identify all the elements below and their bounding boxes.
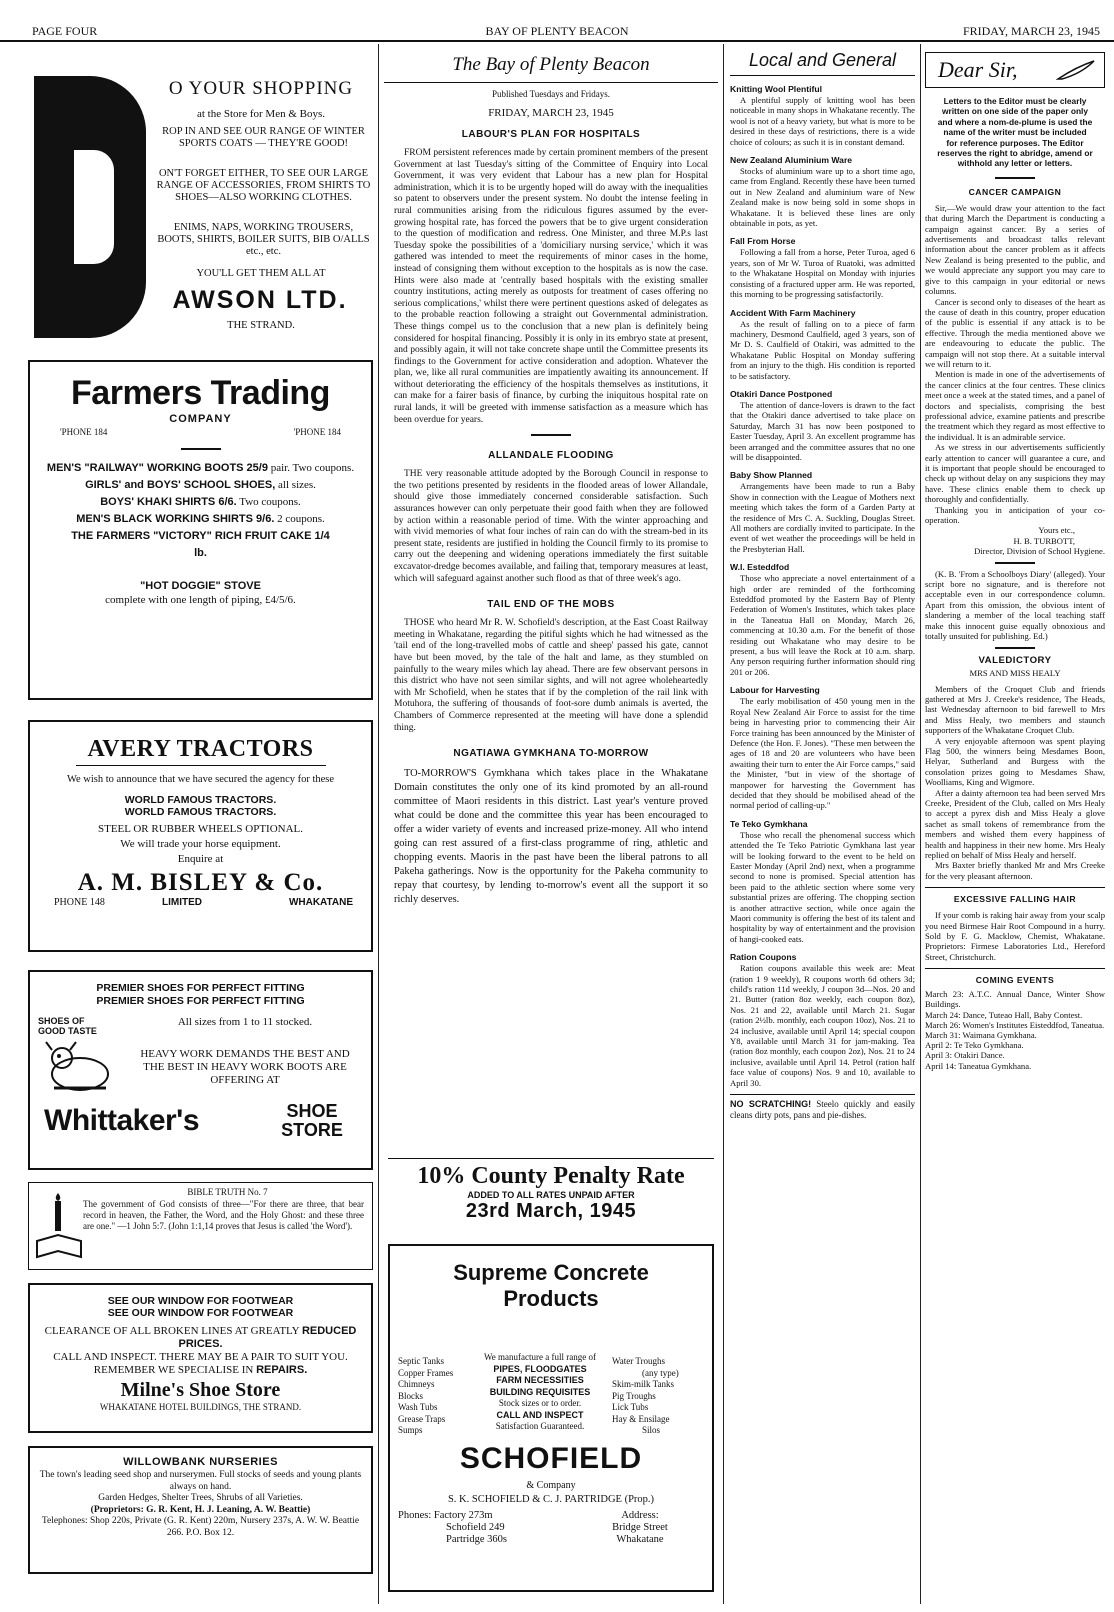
bible-title: BIBLE TRUTH No. 7 xyxy=(187,1187,268,1197)
concrete-right-item: Hay & Ensilage xyxy=(612,1413,670,1424)
concrete-left-item: Wash Tubs xyxy=(398,1402,438,1412)
whittaker-sizes: All sizes from 1 to 11 stocked. xyxy=(177,1016,313,1028)
farmers-line: THE FARMERS "VICTORY" RICH FRUIT CAKE 1/4 lb. xyxy=(71,530,330,559)
concrete-left-item: Chimneys xyxy=(398,1379,435,1389)
dear-sir-box xyxy=(925,52,1105,88)
event-item: March 23: A.T.C. Annual Dance, Winter Show Buildings. xyxy=(925,989,1105,1010)
penalty-sub: ADDED TO ALL RATES UNPAID AFTER xyxy=(467,1190,635,1200)
schofield-phone: Partridge 360s xyxy=(446,1534,507,1545)
valedictory-paragraph: Mrs Baxter briefly thanked Mr and Mrs Creeke for the very pleasant afternoon. xyxy=(925,860,1105,881)
event-item: March 31: Waimana Gymkhana. xyxy=(925,1030,1037,1041)
quill-icon xyxy=(1056,59,1096,81)
avery-line: Enquire at xyxy=(177,853,224,865)
milne-line: REMEMBER WE SPECIALISE IN REPAIRS. xyxy=(93,1364,308,1376)
schofield-phone: Schofield 249 xyxy=(446,1522,505,1533)
bible-truth-notice xyxy=(28,1182,373,1270)
dawson-name: AWSON LTD. xyxy=(172,286,348,314)
local-item: W.I. Esteddfod Those who appreciate a novel entertainment of a high order are reminded of the forthcoming Esteddfod promoted by the Eastern Bay of Plenty Federation of Women's Institutes, which takes place in the Taneatua Hall on Monday, March 26, commencing at 10.30 a.m. For the benefit of those residing out Whakatane who may desire to be present, a bus will leave the Rock at 10 a.m. sharp. Any person requiring further information should ring 201 or 206. xyxy=(730,562,915,677)
schofield-address: Address: xyxy=(621,1510,659,1521)
letters-column xyxy=(925,44,1105,1594)
local-item: Knitting Wool Plentiful A plentiful supply of knitting wool has been noticeable in many shops in Whakatane recently. The wool is not of a heavy variety, but what is more to be desired in these days of restrictions, there is a wide choice of colours; as such it is in constant demand. xyxy=(730,84,915,147)
milne-line: SEE OUR WINDOW FOR FOOTWEAR xyxy=(107,1295,294,1307)
local-item: Te Teko Gymkhana Those who recall the phenomenal success which attended the Te Teko Patriotic Gymkhana last year will be looking forward to the event to be held on Easter Monday (April 2nd) next, when a programme second to none is promised. Special attention has been paid to the athletic section where some very substantial prizes are offering. The chopping section is another attractive section, while once again the Maori community is offering the best of its talent and hospitality by way of entertainment and the provision of hangi-cooked eats. xyxy=(730,818,915,944)
letters-notice: Letters to the Editor must be clearly written on one side of the paper only and where a nom-de-plume is used the name of the writer must be included for reference purposes. The Editor reserves the right to abridge, amend or withhold any letter or letters. xyxy=(937,96,1093,169)
willowbank-advert xyxy=(28,1446,373,1574)
concrete-mid-item: Stock sizes or to order. xyxy=(498,1398,582,1408)
whittaker-shoe-advert xyxy=(28,970,373,1170)
editor-note: (K. B. 'From a Schoolboys Diary' (alleged). Your script bore no signature, and is therefore not acceptable even in our correspondence column. Apart from this omission, the obvious intent of slandering a member of the local teaching staff make this innocent guise equally obnoxious and totally unsuited for publishing. Ed.) xyxy=(925,568,1105,642)
whittaker-name: Whittaker's xyxy=(44,1104,200,1137)
heading-coming-events: COMING EVENTS xyxy=(975,975,1055,986)
stove-title: "HOT DOGGIE" STOVE xyxy=(140,580,261,592)
whittaker-line: PREMIER SHOES FOR PERFECT FITTING xyxy=(96,995,305,1007)
farmers-title: Farmers Trading xyxy=(71,374,330,412)
dawson-line3: ROP IN AND SEE OUR RANGE OF WINTER SPORTS COATS — THEY'RE GOOD! xyxy=(162,126,365,149)
newspaper-name: BAY OF PLENTY BEACON xyxy=(485,24,629,38)
bisley-limited: LIMITED xyxy=(162,897,202,908)
cancer-paragraph: Sir,—We would draw your attention to the fact that during March the Department is conducting a campaign against cancer. By a series of advertisements and broadcast talks relevant information about the cancer problem as it affects New Zealand is being presented to the public, and we would appreciate any support you may care to give to this campaign in your editorial or news columns. xyxy=(925,202,1105,297)
concrete-mid-item: We manufacture a full range of xyxy=(484,1352,596,1362)
cancer-paragraph: Thanking you in anticipation of your co-operation. xyxy=(925,504,1105,526)
dawson-address: THE STRAND. xyxy=(227,320,295,331)
editorial-date: FRIDAY, MARCH 23, 1945 xyxy=(488,107,614,119)
event-item: March 24: Dance, Tuteao Hall, Baby Contest. xyxy=(925,1009,1083,1020)
local-item: Fall From Horse Following a fall from a horse, Peter Turoa, aged 6 years, son of Mr W. Turoa of Ruatoki, was admitted to the Whakatane Hospital on Monday with injuries consisting of a fractured upper arm. He was reported, this morning to be progressing satisfactorily. xyxy=(730,236,915,300)
event-item: April 14: Taneatua Gymkhana. xyxy=(925,1060,1032,1071)
local-item: Labour for Harvesting The early mobilisation of 450 young men in the Royal New Zealand Air Force to assist for the time being in harvesting prior to commencing their Air Force training has been announced by the Minister of Defence (the Hon. F. Jones). "These men between the ages of 18 and 20 are volunteers who have been awaiting their turn to enter the Air Force camps," said the Minister, "but in view of the shortage of manpower for harvesting the Government has decided that they should be mobilised ahead of the normal period of calling-up." xyxy=(730,685,915,811)
schofield-name: SCHOFIELD xyxy=(459,1442,643,1475)
valedictory-paragraph: Members of the Croquet Club and friends gathered at Mrs J. Creeke's residence, The Heads, last Wednesday afternoon to bid farewell to Mrs and Miss Healy, two members and staunch supporters of the Whakatane Croquet Club. xyxy=(925,683,1105,736)
avery-line: WORLD FAMOUS TRACTORS. xyxy=(124,794,277,806)
avery-line: We will trade your horse equipment. xyxy=(120,838,281,850)
concrete-mid-item: FARM NECESSITIES xyxy=(496,1375,584,1385)
farmers-trading-advert xyxy=(28,360,373,700)
dawson-line5: ENIMS, NAPS, WORKING TROUSERS, BOOTS, SHIRTS, BOILER SUITS, BIB O/ALLS etc., etc. xyxy=(157,222,370,257)
steelo-advert: NO SCRATCHING! Steelo quickly and easily cleans dirty pots, pans and pie-dishes. xyxy=(730,1099,915,1121)
milne-line: CALL AND INSPECT. THERE MAY BE A PAIR TO SUIT YOU. xyxy=(53,1351,348,1363)
concrete-mid-item: PIPES, FLOODGATES xyxy=(493,1363,587,1374)
editorial-column xyxy=(384,44,718,1144)
issue-date: FRIDAY, MARCH 23, 1945 xyxy=(962,24,1100,38)
local-general-column xyxy=(730,44,915,1594)
local-item: New Zealand Aluminium Ware Stocks of aluminium ware up to a short time ago, came from England. Recently these have been turned out in New Zealand and aluminium ware of New Zealand make is now being sold in some shops in Whakatane. It is believed these lines are only obtainable in pots, as yet. xyxy=(730,155,915,229)
local-item: Baby Show Planned Arrangements have been made to run a Baby Show in connection with the League of Mothers next meeting which takes the form of a Garden Party at the residence of Mrs C. A. Suckling, Douglas Street. All mothers are cordially invited to participate. In the event of wet weather the proceedings will be held in the Presbyterian Hall. xyxy=(730,470,915,554)
shoes-of-good-taste: SHOES OF GOOD TASTE xyxy=(38,1016,97,1036)
cancer-paragraph: As we stress in our advertisements sufficiently early attention to cancer will guarantee a cure, and it is important that people should be encouraged to check up without delay on any suspicions they may have. These clinics enable them to check up thoroughly and confidentially. xyxy=(925,442,1105,505)
concrete-right-item: (any type) xyxy=(642,1367,679,1378)
dawson-line1: O YOUR SHOPPING xyxy=(168,78,354,99)
stove-text: complete with one length of piping, £4/5/6. xyxy=(105,594,296,606)
bisley-name: A. M. BISLEY & Co. xyxy=(77,869,324,896)
event-item: April 2: Te Teko Gymkhana. xyxy=(925,1040,1024,1051)
milne-line: CLEARANCE OF ALL BROKEN LINES AT GREATLY REDUCED PRICES. xyxy=(44,1325,357,1350)
schofield-address: Bridge Street xyxy=(612,1522,668,1533)
subheading-healy: MRS AND MISS HEALY xyxy=(969,667,1061,678)
article-allandale: THE very reasonable attitude adopted by the Borough Council in response to the two petitions presented by residents in the flooded areas of lower Allandale, should give those immediately concerned considerable satisfaction. Such assurances however can only perpetuate their good faith when they are followed by action within a reasonable period of time. With the winter approaching and with vivid memories of what four inches of rain can do with the stream-bed in its present state, residents are justified in holding the Council firmly to its promise to carry out the deepening and widening operations immediately the first suitable excavator-dredge becomes available, and failing that, temporary measures at least, which will safeguard against another such flood as that of three week's ago. xyxy=(394,469,708,584)
whittaker-shoe-word: SHOE xyxy=(286,1101,338,1121)
local-item: Otakiri Dance Postponed The attention of dance-lovers is drawn to the fact that the Otakiri dance advertised to take place on Saturday, March 31 has now been postponed to Easter Tuesday, April 3. An excellent programme has been arranged and the committee assures that no one will be disappointed. xyxy=(730,388,915,462)
concrete-mid-item: Satisfaction Guaranteed. xyxy=(495,1421,585,1431)
hair-advert: If your comb is raking hair away from your scalp you need Birmese Hair Root Compound in a hurry. Sold by F. G. Macklow, Chemist, Whakatane. Proprietors: Firmese Laboratories Ltd., Hereford Street, Christchurch. xyxy=(925,910,1105,962)
avery-line: STEEL OR RUBBER WHEELS OPTIONAL. xyxy=(97,823,304,835)
milne-address: WHAKATANE HOTEL BUILDINGS, THE STRAND. xyxy=(99,1402,302,1412)
divider xyxy=(531,434,571,436)
schofield-phone: Phones: Factory 273m xyxy=(398,1510,493,1521)
farmers-phone-right: 'PHONE 184 xyxy=(293,427,341,437)
cancer-paragraph: Cancer is second only to diseases of the heart as the cause of death in this country, proper education of the public is essential if any attack is to be effective. Through the media mentioned above we are endeavouring to educate the public. The campaign will not stop there. At a suitable interval we will return to it. xyxy=(925,296,1105,369)
willowbank-title: WILLOWBANK NURSERIES xyxy=(123,1456,278,1468)
divider xyxy=(181,448,221,450)
concrete-mid-item: BUILDING REQUISITES xyxy=(489,1386,591,1397)
local-item: Accident With Farm Machinery As the result of falling on to a piece of farm machinery, Desmond Caulfield, aged 3 years, son of Mr D. S. Caulfield of Otakiri, was admitted to the Whakatane Public Hospital on Monday suffering from an injury to the thigh. His condition is reported to be satisfactory. xyxy=(730,307,915,381)
page-header xyxy=(0,0,1114,42)
farmers-line: MEN'S "RAILWAY" WORKING BOOTS 25/9 pair. Two coupons. xyxy=(46,462,355,474)
article-hospitals: FROM persistent references made by certain prominent members of the present Government at last Tuesday's sitting of the Committee of Enquiry into Local Government, it was very evident that Labour has a new plan for Hospital administration, which it is to be urgently hoped will do away with the inequalities so patent to observers under the present system. No doubt the intense feeling in rural communities arising from the ridiculous figures assumed by the ever-growing hospital rate, has forced the powers that be to give urgent consideration to the question of modification and redress. One Minister, and three M.P.s last Tuesday spoke the possibilities of a 'domiciliary nursing service,' which it was gathered was intended to meet the requirements of minor cases in the home, instead of consigning them without exception to the hospitals as is now the case. Hints were also made at 'centrally based hospitals with the existing smaller country institutions, acting merely as outposts for treatment of cases offering no serious complications,' whilst there were pertinent questions asked of delegates as to the probable reaction following a straight out Governmental administration. These things compel us to the conclusion that a new plan is definitely being considered for hospital financing. Possibly it is only in its embryo state at present, and possibly again, it will not take concrete shape until the Committee presents its findings to the Government for active consideration and adoption. Whatever the plan, we, like all rural communities are impatiently awaiting its announcement. If without deteriorating the efficiency of the hospitals themselves as institutions, it can make for a fairer basis of finance, by curbing the iniquitous hospital rate on rural lands, it will be greeted with immense satisfaction as a measure which has been overdue for years. xyxy=(394,148,708,425)
page-number: PAGE FOUR xyxy=(32,24,98,38)
valedictory-paragraph: After a dainty afternoon tea had been served Mrs Creeke, President of the Club, called on Mrs Healy to accept a pyrex dish and Miss Healy a glove sachet as small tokens of remembrance from the members and wished them every happiness of health and happiness in their new home. Mrs Healy replied on behalf of Miss Healy and herself. xyxy=(925,787,1105,860)
dawson-advert xyxy=(28,72,373,342)
bible-candle-icon xyxy=(35,1191,83,1263)
whittaker-heavy: HEAVY WORK DEMANDS THE BEST AND THE BEST IN HEAVY WORK BOOTS ARE OFFERING AT xyxy=(140,1048,350,1086)
dropcap-d xyxy=(34,76,146,338)
concrete-left-item: Copper Frames xyxy=(398,1367,454,1378)
heading-allandale: ALLANDALE FLOODING xyxy=(488,450,614,462)
farmers-line: BOYS' KHAKI SHIRTS 6/6. Two coupons. xyxy=(100,496,301,508)
milne-shoe-advert xyxy=(28,1283,373,1433)
masthead: The Bay of Plenty Beacon xyxy=(452,54,650,75)
concrete-right-item: Pig Troughs xyxy=(612,1390,656,1401)
letters-title: Dear Sir, xyxy=(938,57,1018,82)
heading-hair: EXCESSIVE FALLING HAIR xyxy=(953,894,1077,905)
concrete-left-item: Blocks xyxy=(398,1390,424,1401)
heading-mobs: TAIL END OF THE MOBS xyxy=(487,599,615,611)
heading-hospitals: LABOUR'S PLAN FOR HOSPITALS xyxy=(461,129,641,140)
letter-signoff: Yours etc., xyxy=(1038,525,1075,536)
divider xyxy=(995,647,1035,649)
heading-cancer: CANCER CAMPAIGN xyxy=(968,186,1062,197)
article-mobs: THOSE who heard Mr R. W. Schofield's description, at the East Coast Railway meeting in Whakatane, regarding the pitiful sights which he had witnessed as the 'tail end of the long-travelled mobs of cattle and sheep' passed his gate, cannot have but been moved, by the tale of the halt and lame, as they stumbled on painfully to the weary miles which lay ahead. There are few observant persons in this district who have not seen similar sights, and will not agree wholeheartedly with Mr Schofield, when he states that if by the completion of the rail link with Motuhora, the suffering of thousands of foot-sore dumb animals is averted, the Chambers of Commerce represented at the meeting will have done a splendid thing. xyxy=(394,618,708,733)
willowbank-line: (Proprietors: G. R. Kent, H. J. Leaning, A. W. Beattie) xyxy=(90,1504,311,1515)
whittaker-store-word: STORE xyxy=(281,1120,343,1140)
valedictory-paragraph: A very enjoyable afternoon was spent playing Flag 500, the winners being Mesdames Boon, Helyar, Sutherland and Burgess with the consolation prizes going to Mesdames Shaw, Woolliams, King and Wigmore. xyxy=(925,735,1105,788)
local-item: Ration Coupons Ration coupons available this week are: Meat (ration 1 9 weekly), R coupons worth 6d others 3d; child's ration 11d weekly, J coupon 3d—Nos. 20 and 21. Butter (ration 8oz weekly, each coupon 8oz), Nos. 21 and 22, available until March 21. Sugar (ration 2½lb. monthly, each coupon 10oz), Nos. 21 to 24 inclusive, available until April 14; special coupon Y8, available until March 31 for jam-making. Tea (ration 8oz monthly, each coupon 2oz), Nos. 21 to 24 inclusive, available until April 14. Petrol (ration half face value of coupons) Nos. 9 and 10, available to April 30. xyxy=(730,952,915,1088)
penalty-date: 23rd March, 1945 xyxy=(465,1200,637,1222)
column-rule xyxy=(920,44,921,1604)
event-item: March 26: Women's Institutes Eisteddfod, Taneatua. xyxy=(925,1019,1105,1030)
divider xyxy=(995,562,1035,564)
farmers-company: COMPANY xyxy=(169,413,232,425)
schofield-props: S. K. SCHOFIELD & C. J. PARTRIDGE (Prop.) xyxy=(447,1494,655,1505)
dog-shoe-icon xyxy=(40,1036,120,1096)
concrete-left-item: Sumps xyxy=(398,1425,423,1435)
whittaker-line: PREMIER SHOES FOR PERFECT FITTING xyxy=(96,982,305,994)
penalty-title: 10% County Penalty Rate xyxy=(417,1163,685,1189)
dawson-line2: at the Store for Men & Boys. xyxy=(196,108,325,120)
milne-name: Milne's Shoe Store xyxy=(120,1379,281,1401)
bisley-town: WHAKATANE xyxy=(288,897,353,908)
schofield-co: & Company xyxy=(526,1480,576,1491)
column-rule xyxy=(723,44,724,1604)
concrete-right-item: Skim-milk Tanks xyxy=(612,1379,674,1389)
penalty-rate-advert xyxy=(388,1158,714,1238)
dawson-line4: ON'T FORGET EITHER, TO SEE OUR LARGE RANGE OF ACCESSORIES, FROM SHIRTS TO SHOES—ALSO WORKING CLOTHES. xyxy=(156,168,371,203)
concrete-left-item: Grease Traps xyxy=(398,1413,446,1424)
letter-title: Director, Division of School Hygiene. xyxy=(974,546,1105,557)
avery-line: WORLD FAMOUS TRACTORS. xyxy=(124,806,277,818)
heading-valedictory: VALEDICTORY xyxy=(978,654,1052,666)
article-gymkhana: TO-MORROW'S Gymkhana which takes place in the Whakatane Domain constitutes the only one of its kind promoted by an all-round committee of Maori residents in this district. Last year's venture proved what could be done and the committee this year has been encouraged to offer a wider variety of events and increased prize-money. All who intend going can rest assured of a first-class programme of ring, athletic and chopping events. Maoris in the past have been the liberal patrons to all Pakeha gatherings. Now is the opportunity for the Pakeha community to repay that courtesy, by lending to-morrow's event all the support it so richly deserves. xyxy=(394,768,708,906)
farmers-phone-left: 'PHONE 184 xyxy=(60,427,108,437)
dawson-line6: YOU'LL GET THEM ALL AT xyxy=(196,268,326,279)
schofield-address: Whakatane xyxy=(616,1534,664,1545)
published-days: Published Tuesdays and Fridays. xyxy=(491,89,610,99)
willowbank-line: The town's leading seed shop and nurserymen. Full stocks of seeds and young plants always on hand. xyxy=(39,1470,362,1492)
bible-text: The government of God consists of three—"For there are three, that bear record in heaven, the Father, the Word, and the Holy Ghost: and these three are one." —1 John 5:7. (John 1:1,14 proves that Jesus is called 'the Word'). xyxy=(83,1199,364,1231)
concrete-title: Supreme Concrete xyxy=(453,1260,649,1285)
concrete-left-item: Septic Tanks xyxy=(398,1356,444,1366)
concrete-title: Products xyxy=(503,1286,599,1311)
local-title: Local and General xyxy=(748,50,897,70)
concrete-products-advert xyxy=(388,1244,714,1592)
heading-gymkhana: NGATIAWA GYMKHANA TO-MORROW xyxy=(453,748,649,760)
avery-tractors-advert xyxy=(28,720,373,952)
farmers-line: MEN'S BLACK WORKING SHIRTS 9/6. 2 coupons. xyxy=(76,513,325,525)
willowbank-line: Telephones: Shop 220s, Private (G. R. Kent) 220m, Nursery 237s, A. W. W. Beattie 266. P.O. Box 12. xyxy=(41,1516,360,1538)
willowbank-line: Garden Hedges, Shelter Trees, Shrubs of all Varieties. xyxy=(98,1493,303,1503)
divider xyxy=(995,177,1035,179)
concrete-mid-item: CALL AND INSPECT xyxy=(496,1409,584,1420)
bisley-phone: PHONE 148 xyxy=(54,897,105,908)
letter-signature: H. B. TURBOTT, xyxy=(1013,535,1075,546)
farmers-line: GIRLS' and BOYS' SCHOOL SHOES, all sizes. xyxy=(85,479,316,491)
cancer-paragraph: Mention is made in one of the advertisements of the cancer clinics at the four centres. These clinics meet once a week at the stated times, and a panel of doctors and specialists, comprising the best professional advice, examine patients and prescribe the treatment which they regard as most effective to the individual. It is an admirable service. xyxy=(925,369,1105,442)
milne-line: SEE OUR WINDOW FOR FOOTWEAR xyxy=(107,1307,294,1319)
concrete-right-item: Lick Tubs xyxy=(612,1402,649,1412)
concrete-right-item: Silos xyxy=(642,1425,661,1435)
avery-title: AVERY TRACTORS xyxy=(87,736,314,762)
concrete-right-item: Water Troughs xyxy=(612,1356,666,1366)
event-item: April 3: Otakiri Dance. xyxy=(925,1050,1005,1061)
avery-intro: We wish to announce that we have secured the agency for these xyxy=(66,774,335,785)
column-rule xyxy=(378,44,379,1604)
